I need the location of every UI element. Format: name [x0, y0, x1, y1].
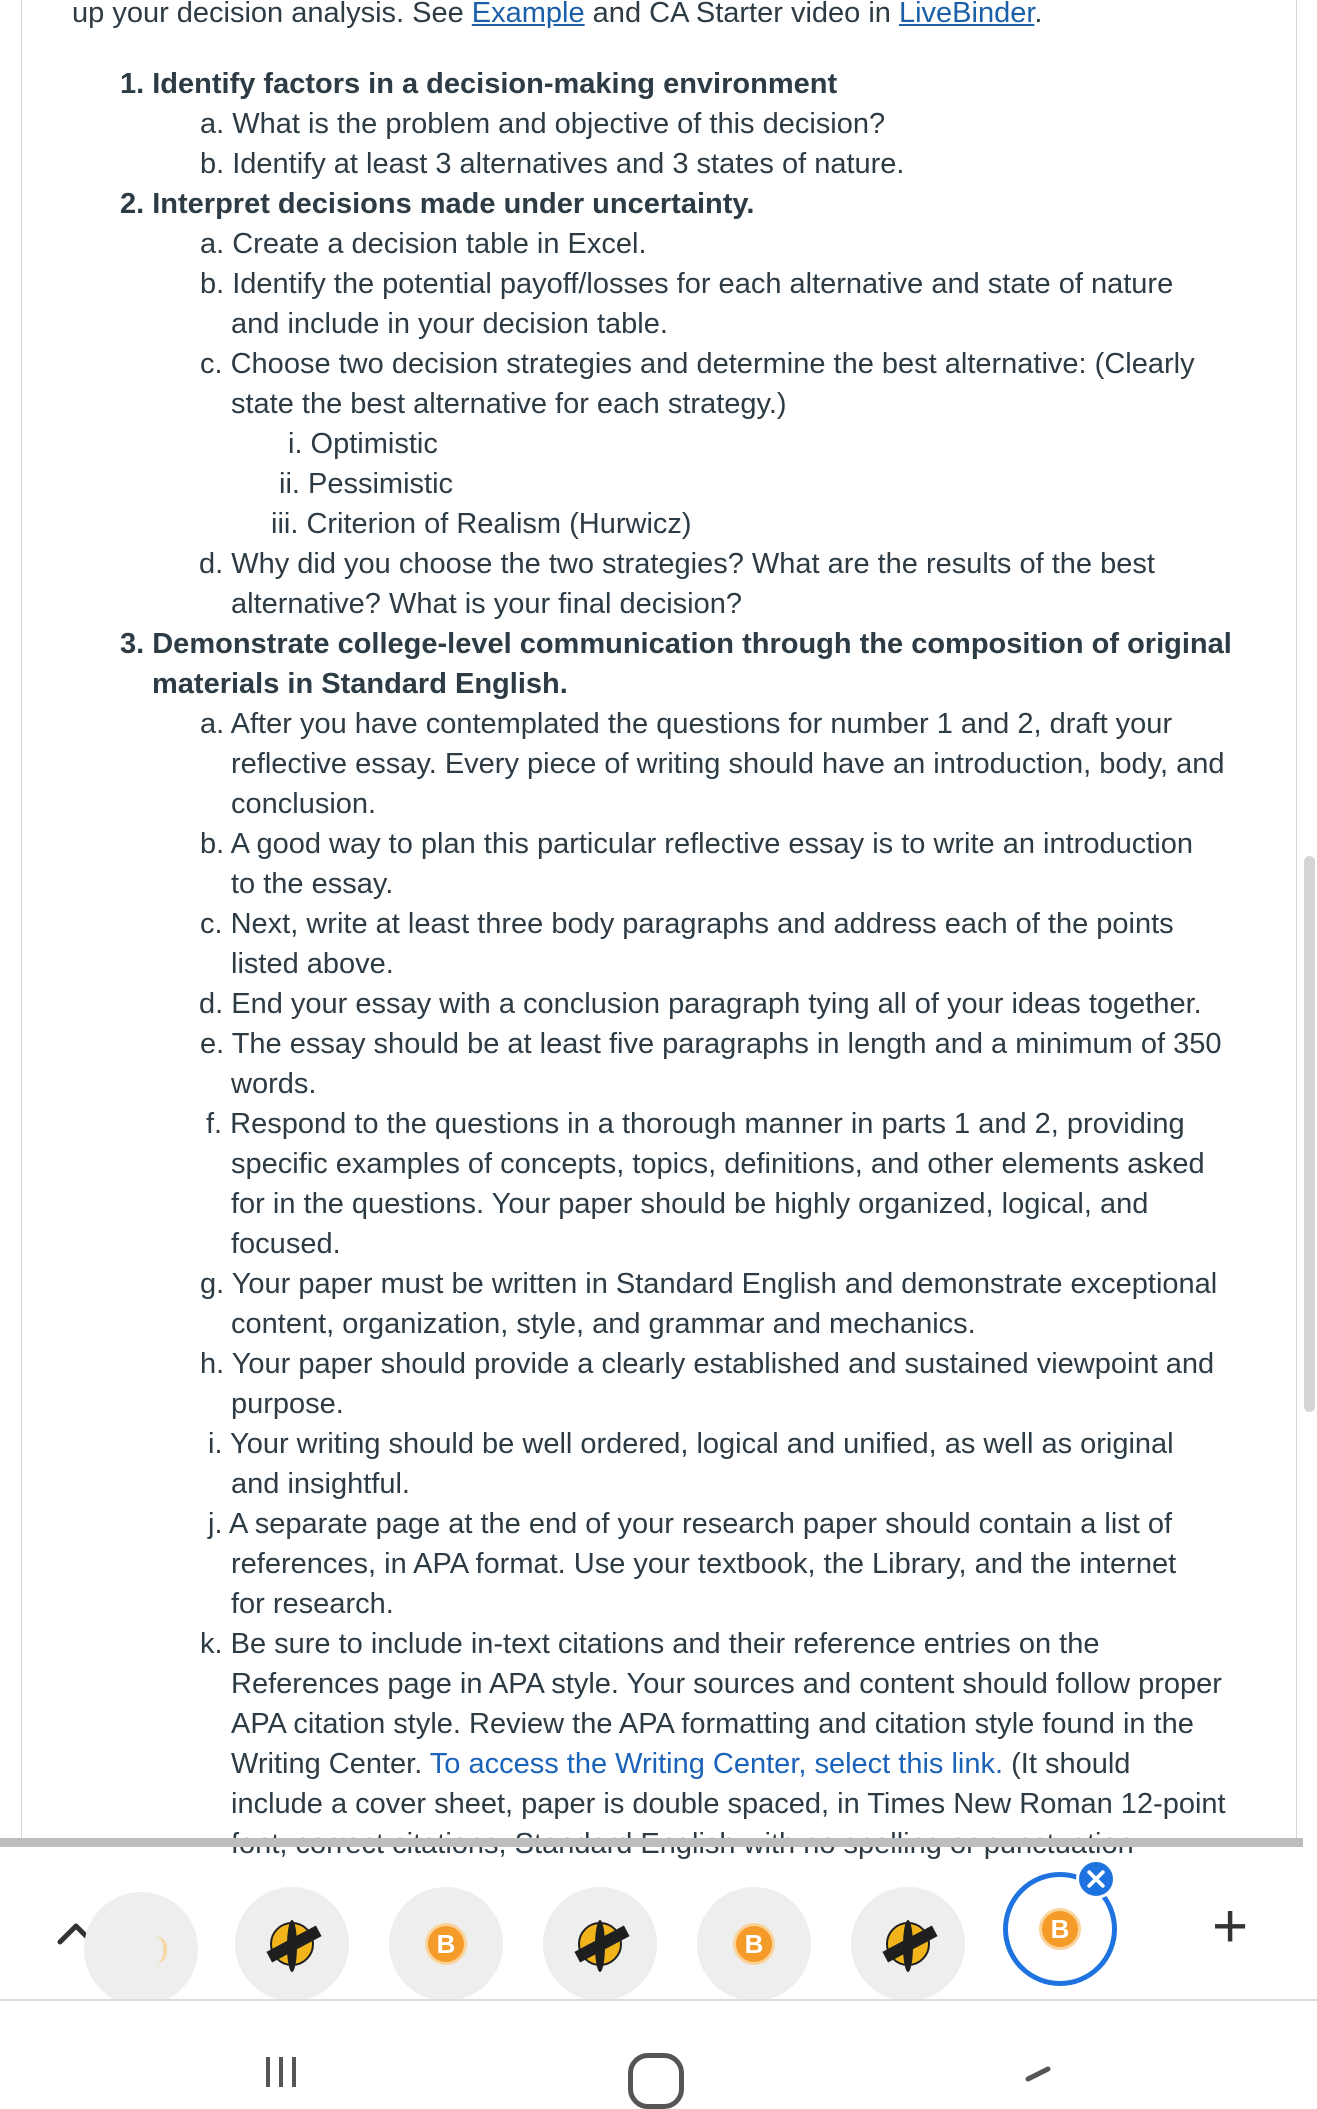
list-item: state the best alternative for each strategy.) [231, 388, 787, 420]
list-item: g. Your paper must be written in Standard English and demonstrate exceptional [200, 1268, 1218, 1300]
example-link[interactable]: Example [471, 0, 585, 29]
list-item: listed above. [231, 948, 394, 980]
b-icon: B [1039, 1908, 1081, 1950]
list-item: specific examples of concepts, topics, definitions, and other elements asked [231, 1148, 1205, 1180]
list-item: f. Respond to the questions in a thorough manner in parts 1 and 2, providing [206, 1108, 1185, 1140]
list-item: 1. Identify factors in a decision-making environment [120, 68, 838, 100]
list-item: i. Optimistic [288, 428, 438, 460]
list-item: focused. [231, 1228, 341, 1260]
list-item: a. After you have contemplated the questions for number 1 and 2, draft your [200, 708, 1173, 740]
list-item: for research. [231, 1588, 394, 1620]
list-item: b. Identify the potential payoff/losses for each alternative and state of nature [200, 268, 1174, 300]
list-item: j. A separate page at the end of your research paper should contain a list of [208, 1508, 1173, 1540]
list-item: content, organization, style, and grammar and mechanics. [231, 1308, 976, 1340]
list-item: 2. Interpret decisions made under uncertainty. [120, 188, 755, 220]
list-item: d. End your essay with a conclusion paragraph tying all of your ideas together. [199, 988, 1202, 1020]
globe-icon [270, 1922, 314, 1966]
tab-globe-3[interactable] [851, 1887, 965, 2001]
list-item: references, in APA format. Use your textbook, the Library, and the internet [231, 1548, 1177, 1580]
list-item: c. Choose two decision strategies and determine the best alternative: (Clearly [200, 348, 1195, 380]
list-item: to the essay. [231, 868, 394, 900]
list-item: for in the questions. Your paper should be highly organized, logical, and [231, 1188, 1149, 1220]
home-icon[interactable] [628, 2053, 684, 2109]
back-icon[interactable] [1010, 2055, 1054, 2085]
vertical-scrollbar[interactable] [1304, 856, 1315, 1412]
list-item [231, 1744, 1130, 1784]
document-content [21, 0, 1297, 1838]
b-icon: B [733, 1923, 775, 1965]
list-item: and insightful. [231, 1468, 410, 1500]
list-item: d. Why did you choose the two strategies? What are the results of the best [199, 548, 1155, 580]
list-item: 3. Demonstrate college-level communication through the composition of original [120, 628, 1232, 660]
list-item: iii. Criterion of Realism (Hurwicz) [271, 508, 692, 540]
writing-center-text: Writing Center. [231, 1748, 430, 1780]
tab-b-1[interactable] [389, 1887, 503, 2001]
intro-text: up your decision analysis. See [72, 0, 472, 29]
list-item: c. Next, write at least three body paragraphs and address each of the points [200, 908, 1174, 940]
list-item: b. A good way to plan this particular reflective essay is to write an introduction [200, 828, 1193, 860]
writing-center-link[interactable]: To access the Writing Center, select this link. [429, 1748, 1004, 1780]
list-item: APA citation style. Review the APA formatting and citation style found in the [231, 1708, 1194, 1740]
list-item: References page in APA style. Your sources and content should follow proper [231, 1668, 1222, 1700]
list-item: a. What is the problem and objective of this decision? [200, 108, 886, 140]
list-item: e. The essay should be at least five paragraphs in length and a minimum of 350 [200, 1028, 1222, 1060]
close-icon[interactable] [1076, 1859, 1116, 1899]
list-item: include a cover sheet, paper is double spaced, in Times New Roman 12-point [231, 1788, 1226, 1820]
list-item: and include in your decision table. [231, 308, 668, 340]
intro-end-text: . [1034, 0, 1043, 29]
list-item: k. Be sure to include in-text citations and their reference entries on the [200, 1628, 1100, 1660]
tab-globe-1[interactable] [235, 1887, 349, 2001]
list-item: b. Identify at least 3 alternatives and 3 states of nature. [200, 148, 905, 180]
livebinder-link[interactable]: LiveBinder [898, 0, 1035, 29]
list-item: i. Your writing should be well ordered, logical and unified, as well as original [208, 1428, 1174, 1460]
list-item: words. [231, 1068, 317, 1100]
list-item: alternative? What is your final decision? [231, 588, 742, 620]
list-item: purpose. [231, 1388, 344, 1420]
system-nav-bar [0, 2001, 1317, 2072]
globe-icon [886, 1922, 930, 1966]
new-tab-button[interactable]: + [1212, 1892, 1249, 1961]
list-item: h. Your paper should provide a clearly established and sustained viewpoint and [200, 1348, 1215, 1380]
tab-b-2[interactable] [697, 1887, 811, 2001]
tab-globe-2[interactable] [543, 1887, 657, 2001]
list-item: reflective essay. Every piece of writing should have an introduction, body, and [231, 748, 1225, 780]
list-item: materials in Standard English. [152, 668, 568, 700]
recent-apps-icon[interactable] [262, 2057, 302, 2087]
b-icon: B [425, 1923, 467, 1965]
list-item: ii. Pessimistic [279, 468, 454, 500]
list-item: a. Create a decision table in Excel. [200, 228, 647, 260]
intro-middle-text: and CA Starter video in [584, 0, 899, 29]
intro-line [72, 0, 1042, 33]
list-item: conclusion. [231, 788, 377, 820]
tab-partial[interactable] [148, 1892, 198, 2006]
globe-icon [578, 1922, 622, 1966]
writing-center-after-text: (It should [1003, 1748, 1131, 1780]
horizontal-scrollbar[interactable] [0, 1838, 1303, 1847]
